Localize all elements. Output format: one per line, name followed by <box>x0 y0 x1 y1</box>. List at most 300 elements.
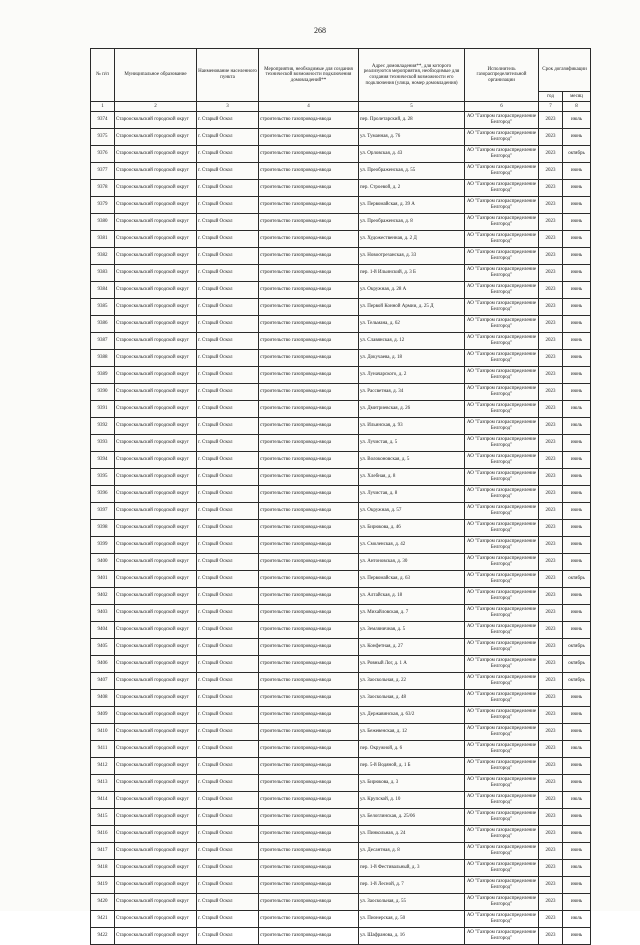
organization-cell: АО "Газпром газораспределение Белгород" <box>465 197 539 214</box>
activity-cell: строительство газопровода-ввода <box>259 197 359 214</box>
row-number: 9397 <box>91 503 115 520</box>
address-cell: ул. Первомайская, д. 63 <box>359 571 465 588</box>
month-cell: июнь <box>563 248 591 265</box>
address-cell: ул. Окружная, д. 28 А <box>359 282 465 299</box>
header-month: месяц <box>563 92 591 102</box>
header-address: Адрес домовладения**, для которого реализуются мероприятия, необходимые для создания технической возможности его подключения (улица, номер домовладения) <box>359 49 465 102</box>
locality-cell: г. Старый Оскол <box>197 384 259 401</box>
organization-cell: АО "Газпром газораспределение Белгород" <box>465 350 539 367</box>
organization-cell: АО "Газпром газораспределение Белгород" <box>465 163 539 180</box>
column-number: 8 <box>563 102 591 112</box>
year-cell: 2023 <box>539 435 563 452</box>
year-cell: 2023 <box>539 605 563 622</box>
activity-cell: строительство газопровода-ввода <box>259 367 359 384</box>
table-row <box>91 435 591 452</box>
organization-cell: АО "Газпром газораспределение Белгород" <box>465 418 539 435</box>
row-number: 9395 <box>91 469 115 486</box>
municipality-cell: Старооскольский городской округ <box>115 894 197 911</box>
municipality-cell: Старооскольский городской округ <box>115 282 197 299</box>
activity-cell: строительство газопровода-ввода <box>259 333 359 350</box>
year-cell: 2023 <box>539 452 563 469</box>
address-cell: ул. Докучаева, д. 18 <box>359 350 465 367</box>
activity-cell: строительство газопровода-ввода <box>259 928 359 945</box>
address-cell: ул. Бирюкова, д. 3 <box>359 775 465 792</box>
address-cell: пер. Окружной, д. 6 <box>359 741 465 758</box>
month-cell: июль <box>563 860 591 877</box>
locality-cell: г. Старый Оскол <box>197 809 259 826</box>
month-cell: июнь <box>563 690 591 707</box>
activity-cell: строительство газопровода-ввода <box>259 877 359 894</box>
month-cell: июнь <box>563 826 591 843</box>
municipality-cell: Старооскольский городской округ <box>115 146 197 163</box>
row-number: 9387 <box>91 333 115 350</box>
activity-cell: строительство газопровода-ввода <box>259 265 359 282</box>
address-cell: ул. Луначарского, д. 2 <box>359 367 465 384</box>
activity-cell: строительство газопровода-ввода <box>259 452 359 469</box>
municipality-cell: Старооскольский городской округ <box>115 112 197 129</box>
activity-cell: строительство газопровода-ввода <box>259 554 359 571</box>
year-cell: 2023 <box>539 877 563 894</box>
row-number: 9375 <box>91 129 115 146</box>
year-cell: 2023 <box>539 690 563 707</box>
header-locality: Наименование населенного пункта <box>197 49 259 102</box>
locality-cell: г. Старый Оскол <box>197 248 259 265</box>
table-row <box>91 486 591 503</box>
table-row <box>91 146 591 163</box>
column-number: 1 <box>91 102 115 112</box>
column-number: 3 <box>197 102 259 112</box>
municipality-cell: Старооскольский городской округ <box>115 724 197 741</box>
municipality-cell: Старооскольский городской округ <box>115 503 197 520</box>
row-number: 9385 <box>91 299 115 316</box>
row-number: 9391 <box>91 401 115 418</box>
table-row <box>91 197 591 214</box>
locality-cell: г. Старый Оскол <box>197 622 259 639</box>
activity-cell: строительство газопровода-ввода <box>259 112 359 129</box>
organization-cell: АО "Газпром газораспределение Белгород" <box>465 741 539 758</box>
table-row <box>91 367 591 384</box>
year-cell: 2023 <box>539 622 563 639</box>
month-cell: июнь <box>563 724 591 741</box>
column-number: 2 <box>115 102 197 112</box>
locality-cell: г. Старый Оскол <box>197 401 259 418</box>
month-cell: июнь <box>563 231 591 248</box>
year-cell: 2023 <box>539 350 563 367</box>
address-cell: ул. Орловская, д. 43 <box>359 146 465 163</box>
activity-cell: строительство газопровода-ввода <box>259 673 359 690</box>
municipality-cell: Старооскольский городской округ <box>115 469 197 486</box>
locality-cell: г. Старый Оскол <box>197 435 259 452</box>
organization-cell: АО "Газпром газораспределение Белгород" <box>465 605 539 622</box>
year-cell: 2023 <box>539 792 563 809</box>
locality-cell: г. Старый Оскол <box>197 826 259 843</box>
year-cell: 2023 <box>539 809 563 826</box>
locality-cell: г. Старый Оскол <box>197 792 259 809</box>
row-number: 9388 <box>91 350 115 367</box>
activity-cell: строительство газопровода-ввода <box>259 248 359 265</box>
municipality-cell: Старооскольский городской округ <box>115 435 197 452</box>
address-cell: пер. 1-й Ильинский, д. 3 Б <box>359 265 465 282</box>
address-cell: ул. Алтайская, д. 18 <box>359 588 465 605</box>
table-row <box>91 520 591 537</box>
year-cell: 2023 <box>539 911 563 928</box>
table-row <box>91 282 591 299</box>
address-cell: ул. Державинская, д. 63/2 <box>359 707 465 724</box>
row-number: 9386 <box>91 316 115 333</box>
municipality-cell: Старооскольский городской округ <box>115 792 197 809</box>
table-row <box>91 384 591 401</box>
organization-cell: АО "Газпром газораспределение Белгород" <box>465 180 539 197</box>
year-cell: 2023 <box>539 673 563 690</box>
organization-cell: АО "Газпром газораспределение Белгород" <box>465 316 539 333</box>
municipality-cell: Старооскольский городской округ <box>115 673 197 690</box>
address-cell: ул. Пинкольная, д. 24 <box>359 826 465 843</box>
year-cell: 2023 <box>539 146 563 163</box>
row-number: 9420 <box>91 894 115 911</box>
header-term: Срок догазификации <box>539 49 591 92</box>
address-cell: ул. Волоконовская, д. 5 <box>359 452 465 469</box>
row-number: 9406 <box>91 656 115 673</box>
address-cell: ул. Михайловская, д. 7 <box>359 605 465 622</box>
municipality-cell: Старооскольский городской округ <box>115 588 197 605</box>
activity-cell: строительство газопровода-ввода <box>259 163 359 180</box>
activity-cell: строительство газопровода-ввода <box>259 911 359 928</box>
month-cell: июнь <box>563 486 591 503</box>
address-cell: ул. Окружная, д. 57 <box>359 503 465 520</box>
month-cell: июнь <box>563 214 591 231</box>
municipality-cell: Старооскольский городской округ <box>115 656 197 673</box>
year-cell: 2023 <box>539 248 563 265</box>
month-cell: октябрь <box>563 656 591 673</box>
municipality-cell: Старооскольский городской округ <box>115 418 197 435</box>
table-row <box>91 401 591 418</box>
table-row <box>91 180 591 197</box>
address-cell: ул. Белоглинская, д. 25/06 <box>359 809 465 826</box>
column-number: 5 <box>359 102 465 112</box>
activity-cell: строительство газопровода-ввода <box>259 622 359 639</box>
activity-cell: строительство газопровода-ввода <box>259 843 359 860</box>
row-number: 9403 <box>91 605 115 622</box>
municipality-cell: Старооскольский городской округ <box>115 911 197 928</box>
organization-cell: АО "Газпром газораспределение Белгород" <box>465 299 539 316</box>
locality-cell: г. Старый Оскол <box>197 537 259 554</box>
activity-cell: строительство газопровода-ввода <box>259 129 359 146</box>
organization-cell: АО "Газпром газораспределение Белгород" <box>465 656 539 673</box>
locality-cell: г. Старый Оскол <box>197 231 259 248</box>
table-row <box>91 928 591 945</box>
organization-cell: АО "Газпром газораспределение Белгород" <box>465 333 539 350</box>
municipality-cell: Старооскольский городской округ <box>115 571 197 588</box>
municipality-cell: Старооскольский городской округ <box>115 333 197 350</box>
municipality-cell: Старооскольский городской округ <box>115 384 197 401</box>
year-cell: 2023 <box>539 588 563 605</box>
month-cell: июнь <box>563 588 591 605</box>
organization-cell: АО "Газпром газораспределение Белгород" <box>465 282 539 299</box>
activity-cell: строительство газопровода-ввода <box>259 741 359 758</box>
row-number: 9405 <box>91 639 115 656</box>
row-number: 9389 <box>91 367 115 384</box>
address-cell: ул. Конфетная, д. 27 <box>359 639 465 656</box>
year-cell: 2023 <box>539 486 563 503</box>
locality-cell: г. Старый Оскол <box>197 299 259 316</box>
table-row <box>91 469 591 486</box>
organization-cell: АО "Газпром газораспределение Белгород" <box>465 486 539 503</box>
month-cell: июнь <box>563 520 591 537</box>
municipality-cell: Старооскольский городской округ <box>115 367 197 384</box>
table-row <box>91 299 591 316</box>
locality-cell: г. Старый Оскол <box>197 758 259 775</box>
year-cell: 2023 <box>539 282 563 299</box>
row-number: 9411 <box>91 741 115 758</box>
month-cell: июнь <box>563 622 591 639</box>
table-row <box>91 741 591 758</box>
municipality-cell: Старооскольский городской округ <box>115 299 197 316</box>
locality-cell: г. Старый Оскол <box>197 775 259 792</box>
activity-cell: строительство газопровода-ввода <box>259 418 359 435</box>
address-cell: ул. Заоскольная, д. 55 <box>359 894 465 911</box>
locality-cell: г. Старый Оскол <box>197 180 259 197</box>
address-cell: ул. Первомайская, д. 39 А <box>359 197 465 214</box>
year-cell: 2023 <box>539 775 563 792</box>
table-row <box>91 316 591 333</box>
table-row <box>91 911 591 928</box>
activity-cell: строительство газопровода-ввода <box>259 588 359 605</box>
year-cell: 2023 <box>539 537 563 554</box>
month-cell: июнь <box>563 163 591 180</box>
row-number: 9399 <box>91 537 115 554</box>
table-row <box>91 809 591 826</box>
row-number: 9404 <box>91 622 115 639</box>
month-cell: октябрь <box>563 571 591 588</box>
activity-cell: строительство газопровода-ввода <box>259 826 359 843</box>
month-cell: июнь <box>563 265 591 282</box>
organization-cell: АО "Газпром газораспределение Белгород" <box>465 469 539 486</box>
row-number: 9376 <box>91 146 115 163</box>
column-number-row <box>91 102 591 112</box>
organization-cell: АО "Газпром газораспределение Белгород" <box>465 894 539 911</box>
activity-cell: строительство газопровода-ввода <box>259 282 359 299</box>
year-cell: 2023 <box>539 231 563 248</box>
year-cell: 2023 <box>539 163 563 180</box>
address-cell: ул. Преображенская, д. 55 <box>359 163 465 180</box>
organization-cell: АО "Газпром газораспределение Белгород" <box>465 690 539 707</box>
address-cell: ул. Преображенская, д. 8 <box>359 214 465 231</box>
page-number: 268 <box>314 26 326 35</box>
table-row <box>91 214 591 231</box>
municipality-cell: Старооскольский городской округ <box>115 775 197 792</box>
organization-cell: АО "Газпром газораспределение Белгород" <box>465 401 539 418</box>
row-number: 9414 <box>91 792 115 809</box>
month-cell: июль <box>563 792 591 809</box>
row-number: 9378 <box>91 180 115 197</box>
activity-cell: строительство газопровода-ввода <box>259 792 359 809</box>
table-row <box>91 418 591 435</box>
address-cell: ул. Первой Конной Армии, д. 25 Д <box>359 299 465 316</box>
organization-cell: АО "Газпром газораспределение Белгород" <box>465 214 539 231</box>
locality-cell: г. Старый Оскол <box>197 639 259 656</box>
municipality-cell: Старооскольский городской округ <box>115 741 197 758</box>
row-number: 9396 <box>91 486 115 503</box>
address-cell: ул. Шафранова, д. 16 <box>359 928 465 945</box>
month-cell: июнь <box>563 707 591 724</box>
address-cell: ул. Художественная, д. 2 Д <box>359 231 465 248</box>
municipality-cell: Старооскольский городской округ <box>115 826 197 843</box>
municipality-cell: Старооскольский городской округ <box>115 520 197 537</box>
month-cell: июнь <box>563 435 591 452</box>
table-body <box>91 112 591 945</box>
year-cell: 2023 <box>539 214 563 231</box>
column-number: 6 <box>465 102 539 112</box>
year-cell: 2023 <box>539 333 563 350</box>
municipality-cell: Старооскольский городской округ <box>115 690 197 707</box>
year-cell: 2023 <box>539 860 563 877</box>
organization-cell: АО "Газпром газораспределение Белгород" <box>465 384 539 401</box>
header-num: № п/п <box>91 49 115 102</box>
year-cell: 2023 <box>539 928 563 945</box>
table-row <box>91 775 591 792</box>
locality-cell: г. Старый Оскол <box>197 350 259 367</box>
table-row <box>91 656 591 673</box>
row-number: 9418 <box>91 860 115 877</box>
column-number: 7 <box>539 102 563 112</box>
municipality-cell: Старооскольский городской округ <box>115 350 197 367</box>
organization-cell: АО "Газпром газораспределение Белгород" <box>465 554 539 571</box>
month-cell: июнь <box>563 758 591 775</box>
activity-cell: строительство газопровода-ввода <box>259 571 359 588</box>
year-cell: 2023 <box>539 299 563 316</box>
organization-cell: АО "Газпром газораспределение Белгород" <box>465 367 539 384</box>
locality-cell: г. Старый Оскол <box>197 724 259 741</box>
locality-cell: г. Старый Оскол <box>197 571 259 588</box>
row-number: 9379 <box>91 197 115 214</box>
year-cell: 2023 <box>539 469 563 486</box>
month-cell: июнь <box>563 554 591 571</box>
organization-cell: АО "Газпром газораспределение Белгород" <box>465 503 539 520</box>
organization-cell: АО "Газпром газораспределение Белгород" <box>465 826 539 843</box>
activity-cell: строительство газопровода-ввода <box>259 316 359 333</box>
row-number: 9383 <box>91 265 115 282</box>
address-cell: ул. Лучистая, д. 5 <box>359 435 465 452</box>
year-cell: 2023 <box>539 520 563 537</box>
municipality-cell: Старооскольский городской округ <box>115 452 197 469</box>
year-cell: 2023 <box>539 197 563 214</box>
organization-cell: АО "Газпром газораспределение Белгород" <box>465 911 539 928</box>
year-cell: 2023 <box>539 741 563 758</box>
table-row <box>91 622 591 639</box>
table-row <box>91 265 591 282</box>
locality-cell: г. Старый Оскол <box>197 503 259 520</box>
activity-cell: строительство газопровода-ввода <box>259 231 359 248</box>
municipality-cell: Старооскольский городской округ <box>115 163 197 180</box>
gasification-table <box>90 48 591 945</box>
month-cell: июнь <box>563 299 591 316</box>
year-cell: 2023 <box>539 367 563 384</box>
table-row <box>91 724 591 741</box>
activity-cell: строительство газопровода-ввода <box>259 809 359 826</box>
month-cell: июнь <box>563 775 591 792</box>
address-cell: пер. Строевой, д. 2 <box>359 180 465 197</box>
activity-cell: строительство газопровода-ввода <box>259 724 359 741</box>
activity-cell: строительство газопровода-ввода <box>259 469 359 486</box>
month-cell: июнь <box>563 843 591 860</box>
address-cell: пер. 5-й Водяной, д. 1 Б <box>359 758 465 775</box>
organization-cell: АО "Газпром газораспределение Белгород" <box>465 129 539 146</box>
row-number: 9402 <box>91 588 115 605</box>
month-cell: июнь <box>563 503 591 520</box>
row-number: 9408 <box>91 690 115 707</box>
locality-cell: г. Старый Оскол <box>197 452 259 469</box>
month-cell: июнь <box>563 894 591 911</box>
organization-cell: АО "Газпром газораспределение Белгород" <box>465 860 539 877</box>
locality-cell: г. Старый Оскол <box>197 316 259 333</box>
activity-cell: строительство газопровода-ввода <box>259 656 359 673</box>
table-row <box>91 605 591 622</box>
locality-cell: г. Старый Оскол <box>197 265 259 282</box>
row-number: 9398 <box>91 520 115 537</box>
address-cell: ул. Тельмана, д. 62 <box>359 316 465 333</box>
month-cell: июнь <box>563 605 591 622</box>
header-activities: Мероприятия, необходимые для создания технической возможности подключения домовладений** <box>259 49 359 102</box>
organization-cell: АО "Газпром газораспределение Белгород" <box>465 452 539 469</box>
organization-cell: АО "Газпром газораспределение Белгород" <box>465 435 539 452</box>
row-number: 9374 <box>91 112 115 129</box>
month-cell: июнь <box>563 809 591 826</box>
activity-cell: строительство газопровода-ввода <box>259 401 359 418</box>
locality-cell: г. Старый Оскол <box>197 520 259 537</box>
table-row <box>91 248 591 265</box>
header-org: Исполнитель газораспределительной организации <box>465 49 539 102</box>
month-cell: июнь <box>563 197 591 214</box>
locality-cell: г. Старый Оскол <box>197 146 259 163</box>
year-cell: 2023 <box>539 554 563 571</box>
table-row <box>91 843 591 860</box>
municipality-cell: Старооскольский городской округ <box>115 231 197 248</box>
row-number: 9422 <box>91 928 115 945</box>
month-cell: октябрь <box>563 146 591 163</box>
year-cell: 2023 <box>539 758 563 775</box>
organization-cell: АО "Газпром газораспределение Белгород" <box>465 724 539 741</box>
activity-cell: строительство газопровода-ввода <box>259 384 359 401</box>
locality-cell: г. Старый Оскол <box>197 894 259 911</box>
organization-cell: АО "Газпром газораспределение Белгород" <box>465 248 539 265</box>
table-row <box>91 112 591 129</box>
table-row <box>91 333 591 350</box>
activity-cell: строительство газопровода-ввода <box>259 435 359 452</box>
year-cell: 2023 <box>539 384 563 401</box>
header-year: год <box>539 92 563 102</box>
table-row <box>91 826 591 843</box>
table-row <box>91 350 591 367</box>
address-cell: ул. Туманная, д. 76 <box>359 129 465 146</box>
municipality-cell: Старооскольский городской округ <box>115 316 197 333</box>
month-cell: июнь <box>563 928 591 945</box>
row-number: 9381 <box>91 231 115 248</box>
address-cell: ул. Заоскольная, д. 48 <box>359 690 465 707</box>
municipality-cell: Старооскольский городской округ <box>115 486 197 503</box>
address-cell: ул. Земляничная, д. 5 <box>359 622 465 639</box>
activity-cell: строительство газопровода-ввода <box>259 690 359 707</box>
organization-cell: АО "Газпром газораспределение Белгород" <box>465 775 539 792</box>
row-number: 9413 <box>91 775 115 792</box>
organization-cell: АО "Газпром газораспределение Белгород" <box>465 537 539 554</box>
month-cell: июнь <box>563 384 591 401</box>
table-header <box>91 49 591 112</box>
municipality-cell: Старооскольский городской округ <box>115 639 197 656</box>
header-municipality: Муниципальное образование <box>115 49 197 102</box>
activity-cell: строительство газопровода-ввода <box>259 146 359 163</box>
municipality-cell: Старооскольский городской округ <box>115 758 197 775</box>
table-row <box>91 588 591 605</box>
